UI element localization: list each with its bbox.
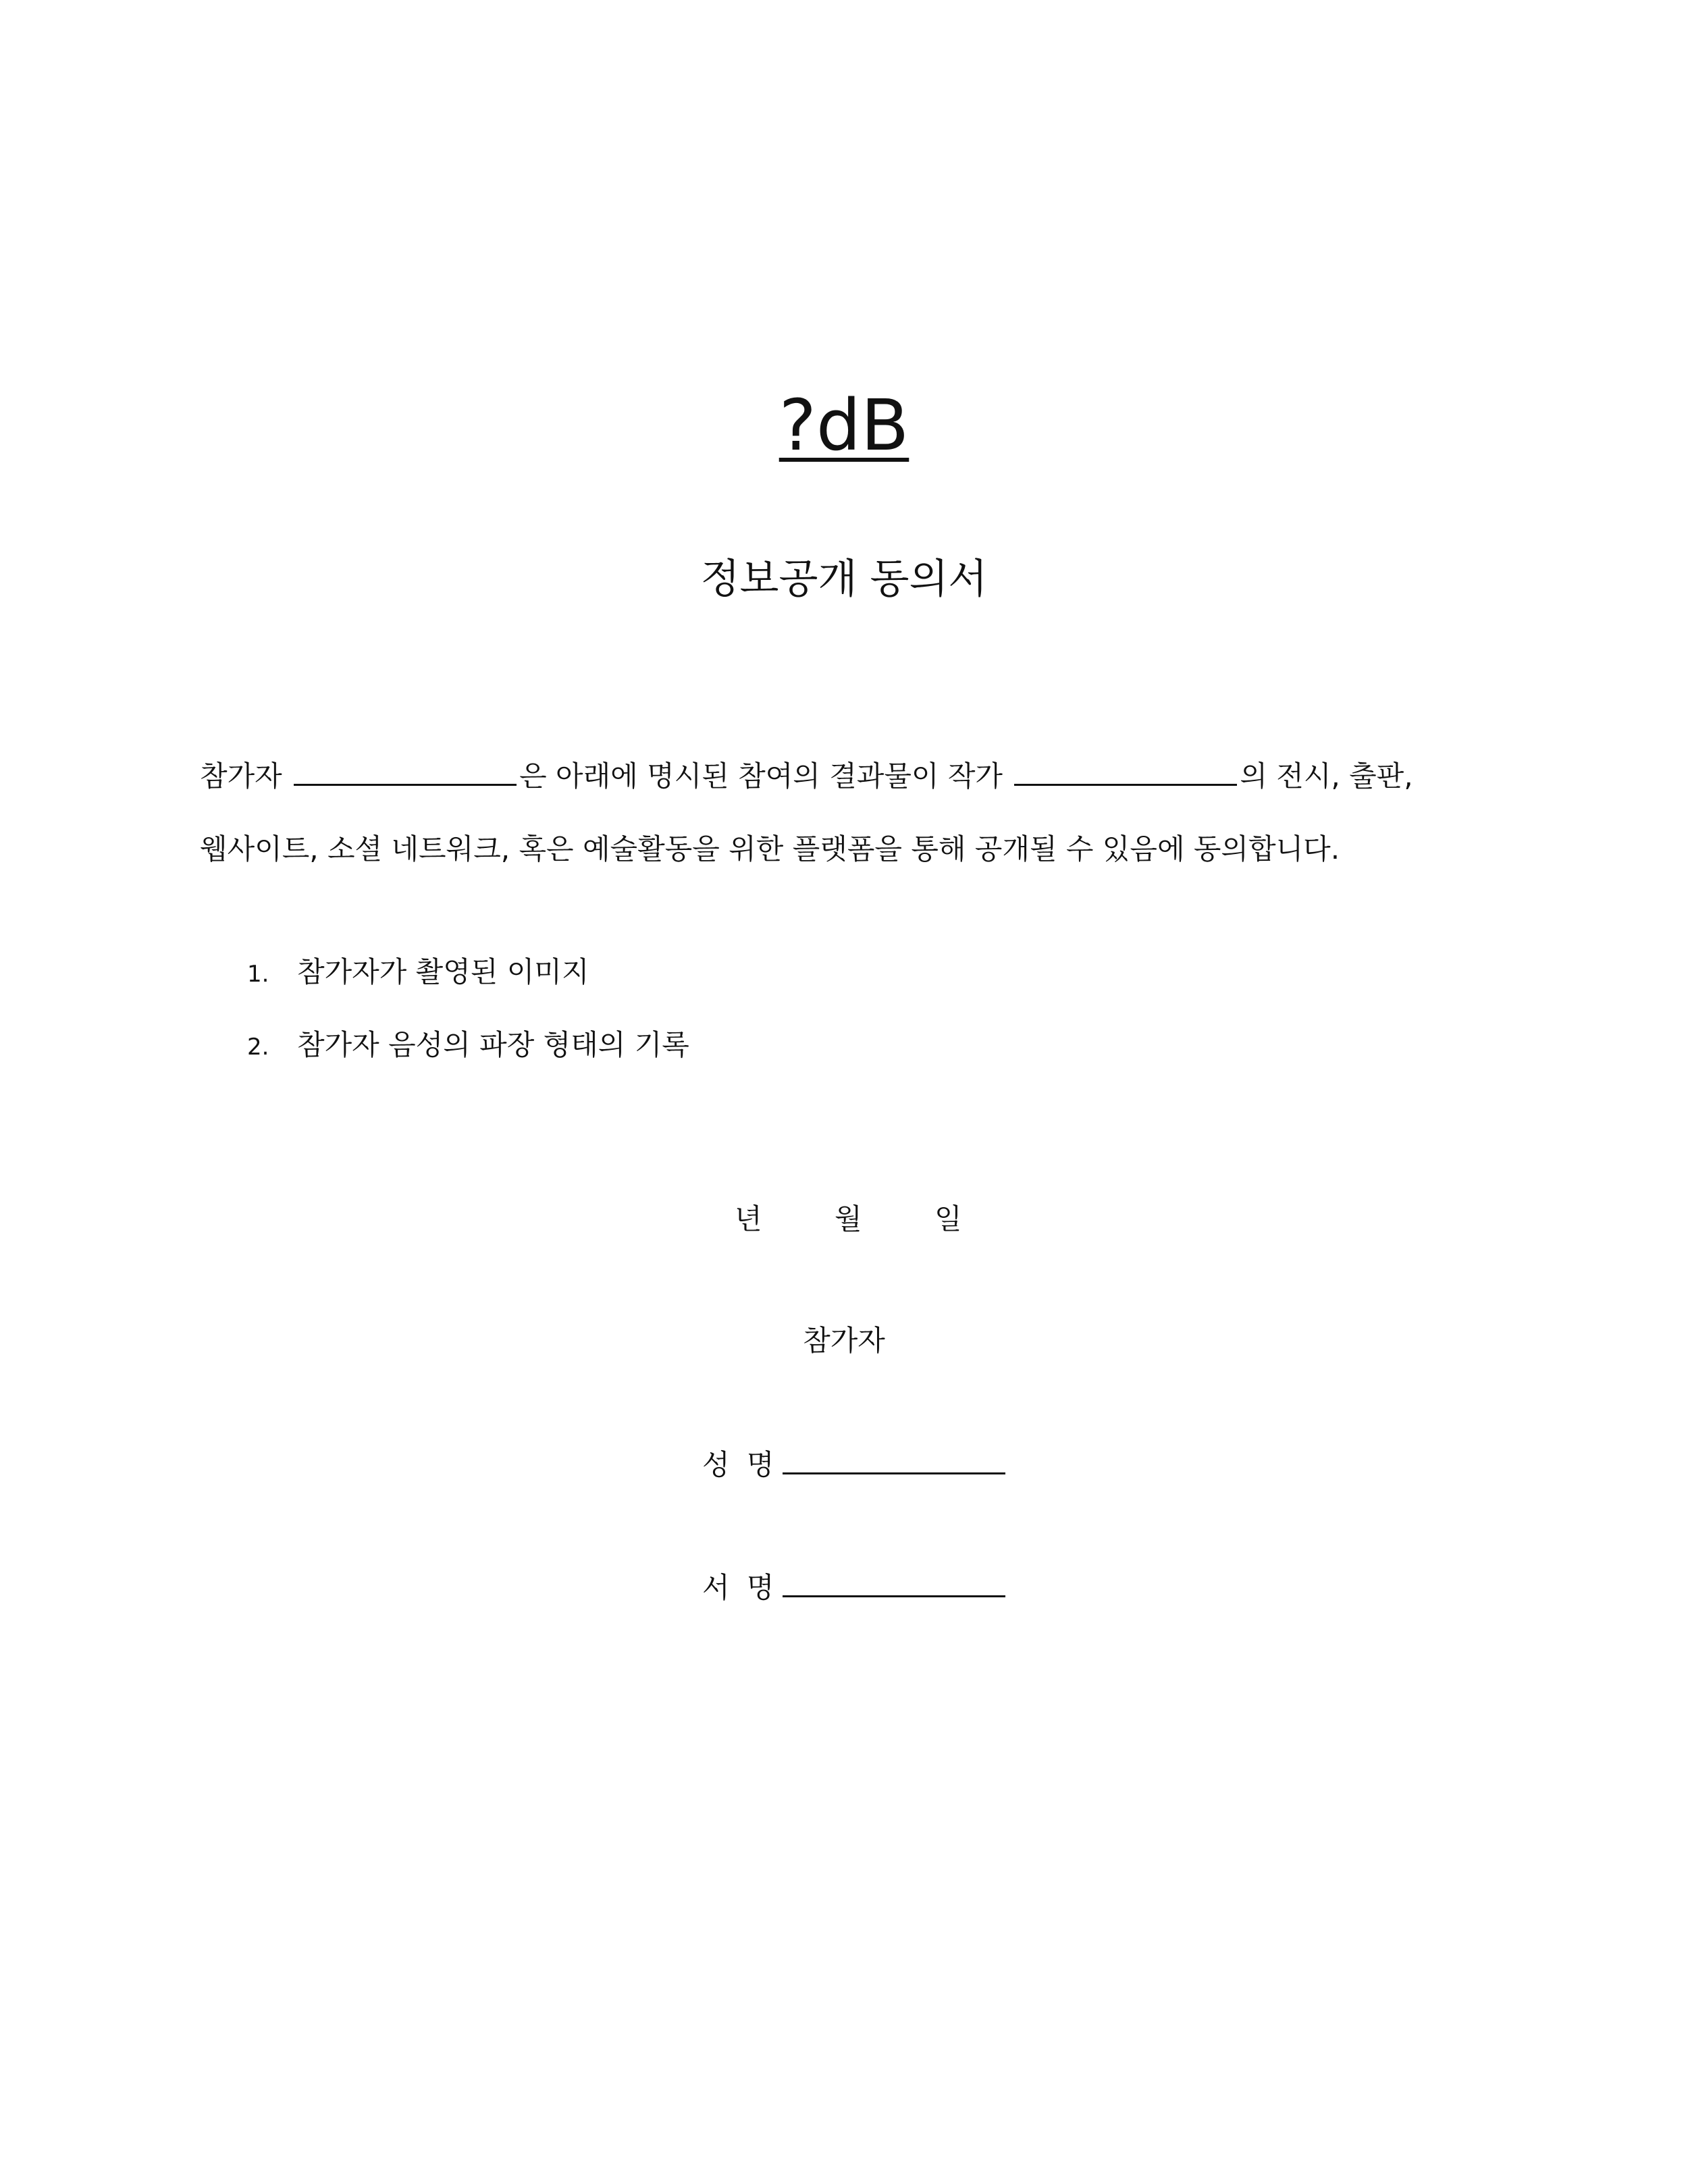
consent-paragraph-line-2: 웹사이트, 소셜 네트워크, 혹은 예술활동을 위한 플랫폼을 통해 공개될 수 있음에 동의합니다.	[200, 832, 1340, 865]
paragraph-text-middle: 은 아래에 명시된 참여의 결과물이 작가	[519, 760, 1003, 793]
list-item	[247, 1025, 689, 1067]
name-line	[702, 1445, 1008, 1485]
document-title: ?dB	[779, 384, 909, 467]
date-day-label: 일	[934, 1202, 962, 1235]
consent-paragraph-line-1	[200, 756, 1413, 797]
participant-heading: 참가자	[803, 1324, 885, 1357]
signature-line	[702, 1568, 1008, 1608]
date-year-label: 년	[735, 1202, 762, 1235]
date-month-label: 월	[835, 1202, 862, 1235]
name-blank-field[interactable]	[783, 1447, 1005, 1474]
list-item-text: 참가자가 촬영된 이미지	[297, 955, 589, 988]
date-line	[0, 1199, 1688, 1240]
list-item-number: 2.	[247, 1034, 269, 1061]
list-item-text: 참가자 음성의 파장 형태의 기록	[297, 1028, 689, 1061]
signature-blank-field[interactable]	[783, 1570, 1005, 1597]
paragraph-text-participant: 참가자	[200, 760, 282, 793]
signature-label: 서 명	[702, 1571, 779, 1604]
paragraph-text-end: 의 전시, 출판,	[1240, 760, 1413, 793]
document-subtitle: 정보공개 동의서	[700, 556, 988, 603]
artist-blank-field[interactable]	[1014, 758, 1237, 786]
list-item-number: 1.	[247, 961, 269, 988]
list-item	[247, 952, 589, 994]
participant-blank-field[interactable]	[294, 758, 517, 786]
name-label: 성 명	[702, 1448, 779, 1481]
